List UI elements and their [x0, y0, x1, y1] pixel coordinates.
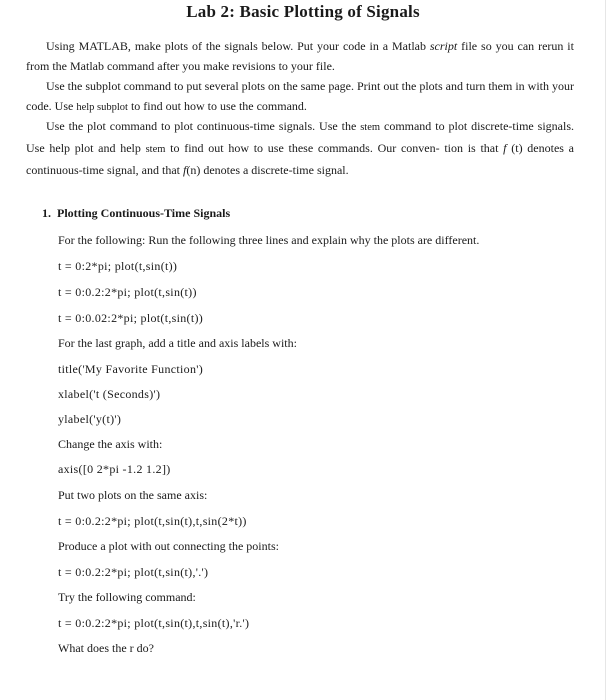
- p2-text-b: to find out how to use the command.: [127, 99, 307, 113]
- instruction-line: Produce a plot with out connecting the points:: [58, 539, 279, 553]
- code-line: t = 0:2*pi; plot(t,sin(t)): [58, 259, 178, 273]
- code-line: xlabel('t (Seconds)'): [58, 387, 161, 401]
- code-line: t = 0:0.02:2*pi; plot(t,sin(t)): [58, 311, 204, 325]
- section-number: 1.: [42, 206, 51, 220]
- code-line: t = 0:0.2:2*pi; plot(t,sin(t),t,sin(t),'r.'): [58, 616, 250, 630]
- p3-text-e: denotes a discrete-time signal.: [200, 163, 349, 177]
- code-line: axis([0 2*pi -1.2 1.2]): [58, 462, 171, 476]
- code-line: t = 0:0.2:2*pi; plot(t,sin(t),t,sin(2*t)): [58, 514, 247, 528]
- p3-func-1: f: [503, 141, 507, 155]
- p2-text-a: Use the subplot command to put several plots on the same page. Print out the plots and turn them in with your code. Use: [26, 79, 574, 113]
- p3-text-c: to find out how to use these commands. Our conven- tion is that: [165, 141, 504, 155]
- code-line: ylabel('y(t)'): [58, 412, 122, 426]
- intro-paragraph-3: [26, 116, 574, 180]
- intro-paragraph-2: [26, 76, 574, 118]
- p3-func-2-arg: (n): [186, 163, 201, 177]
- page-title: Lab 2: Basic Plotting of Signals: [186, 2, 420, 21]
- p3-text-d: denotes a continuous-time signal, and that: [26, 141, 575, 177]
- code-line: t = 0:0.2:2*pi; plot(t,sin(t)): [58, 285, 197, 299]
- instruction-line: Change the axis with:: [58, 437, 163, 451]
- code-line: t = 0:0.2:2*pi; plot(t,sin(t),'.'): [58, 565, 209, 579]
- instruction-line: What does the r do?: [58, 641, 154, 655]
- p1-text-a: Using MATLAB, make plots of the signals below. Put your code in a Matlab: [46, 39, 430, 53]
- p1-text-b: file so you can rerun it from the Matlab command after you make revisions to your file.: [26, 39, 574, 73]
- section-heading-text: Plotting Continuous-Time Signals: [57, 206, 231, 220]
- instruction-line: Put two plots on the same axis:: [58, 488, 208, 502]
- code-line: title('My Favorite Function'): [58, 362, 204, 376]
- instruction-line: For the last graph, add a title and axis labels with:: [58, 336, 297, 350]
- p3-command-1: stem: [360, 122, 381, 133]
- p3-text-a: Use the plot command to plot continuous-time signals. Use the: [46, 119, 361, 133]
- p3-func-2: f: [182, 163, 187, 177]
- section-heading: [42, 206, 230, 221]
- instruction-line: For the following: Run the following three lines and explain why the plots are different.: [58, 233, 480, 247]
- intro-paragraph-1: [26, 36, 574, 76]
- instruction-line: Try the following command:: [58, 590, 196, 604]
- p1-emphasis: script: [429, 39, 458, 53]
- p3-func-1-arg: (t): [506, 141, 523, 155]
- p2-command: help subplot: [76, 102, 128, 113]
- p3-text-b: command to plot discrete-time signals. Use help plot and help: [26, 119, 574, 155]
- p3-command-2: stem: [145, 144, 166, 155]
